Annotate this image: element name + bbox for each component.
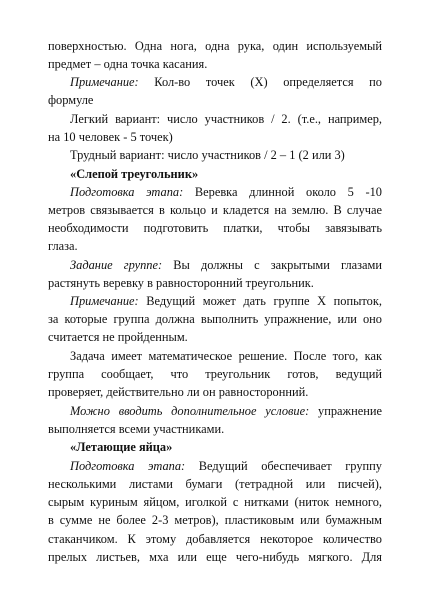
text-line: стаканчиком. К этому добавляется некоторое количество	[48, 532, 382, 546]
text-line: Задача имеет математическое решение. После того, как	[70, 349, 382, 363]
italic-lead: Подготовка этапа:	[70, 459, 186, 473]
text-line: формуле	[48, 93, 94, 107]
text-line: прелых листьев, мха или еще чего-нибудь мягкого. Для	[48, 550, 382, 564]
text-run: упражнение	[309, 404, 382, 418]
italic-lead: Можно вводить дополнительное условие:	[70, 404, 310, 418]
text-line: необходимости подготовить платки, чтобы завязывать	[48, 221, 382, 235]
text-line: растянуть веревку в равносторонний треугольник.	[48, 276, 314, 290]
text-line: на 10 человек - 5 точек)	[48, 130, 173, 144]
note-paragraph	[48, 73, 382, 91]
italic-lead: Подготовка этапа:	[70, 185, 184, 199]
text-line: считается не пройденным.	[48, 330, 188, 344]
text-line: несколькими листами бумаги (тетрадной или писчей),	[48, 477, 382, 491]
text-line: выполняется всеми участниками.	[48, 422, 225, 436]
text-run: Ведущий обеспечивает группу	[185, 459, 382, 473]
text-line: за которые группа должна выполнить упражнение, или оно	[48, 312, 382, 326]
text-line: Трудный вариант: число участников / 2 – 1 (2 или 3)	[70, 148, 345, 162]
section-heading: «Слепой треугольник»	[70, 167, 199, 181]
note-paragraph	[48, 292, 382, 310]
text-line: метров связывается в кольцо и кладется на землю. В случае	[48, 203, 382, 217]
task-paragraph	[48, 256, 382, 274]
text-line: проверяет, действительно ли он равносторонний.	[48, 385, 309, 399]
text-run: Вы должны с закрытыми глазами	[162, 258, 382, 272]
text-line: поверхностью. Одна нога, одна рука, один используемый	[48, 39, 382, 53]
text-run: Веревка длинной около 5 -10	[183, 185, 382, 199]
text-run: Кол-во точек (Х) определяется по	[138, 75, 382, 89]
text-line: группа сообщает, что треугольник готов, ведущий	[48, 367, 382, 381]
italic-lead: Примечание:	[70, 75, 139, 89]
text-run: Ведущий может дать группе Х попыток,	[138, 294, 382, 308]
preparation-paragraph	[48, 457, 382, 475]
preparation-paragraph	[48, 183, 382, 201]
italic-lead: Примечание:	[70, 294, 139, 308]
text-line: глаза.	[48, 239, 78, 253]
italic-lead: Задание группе:	[70, 258, 163, 272]
condition-paragraph	[48, 402, 382, 420]
text-line: предмет – одна точка касания.	[48, 57, 208, 71]
section-heading: «Летающие яйца»	[70, 440, 173, 454]
text-line: Легкий вариант: число участников / 2. (т.е., например,	[70, 112, 382, 126]
text-line: сырым куриным яйцом, иголкой с нитками (ниток немного,	[48, 495, 382, 509]
text-line: в сумме не более 2-3 метров), пластиковым или бумажным	[48, 513, 382, 527]
